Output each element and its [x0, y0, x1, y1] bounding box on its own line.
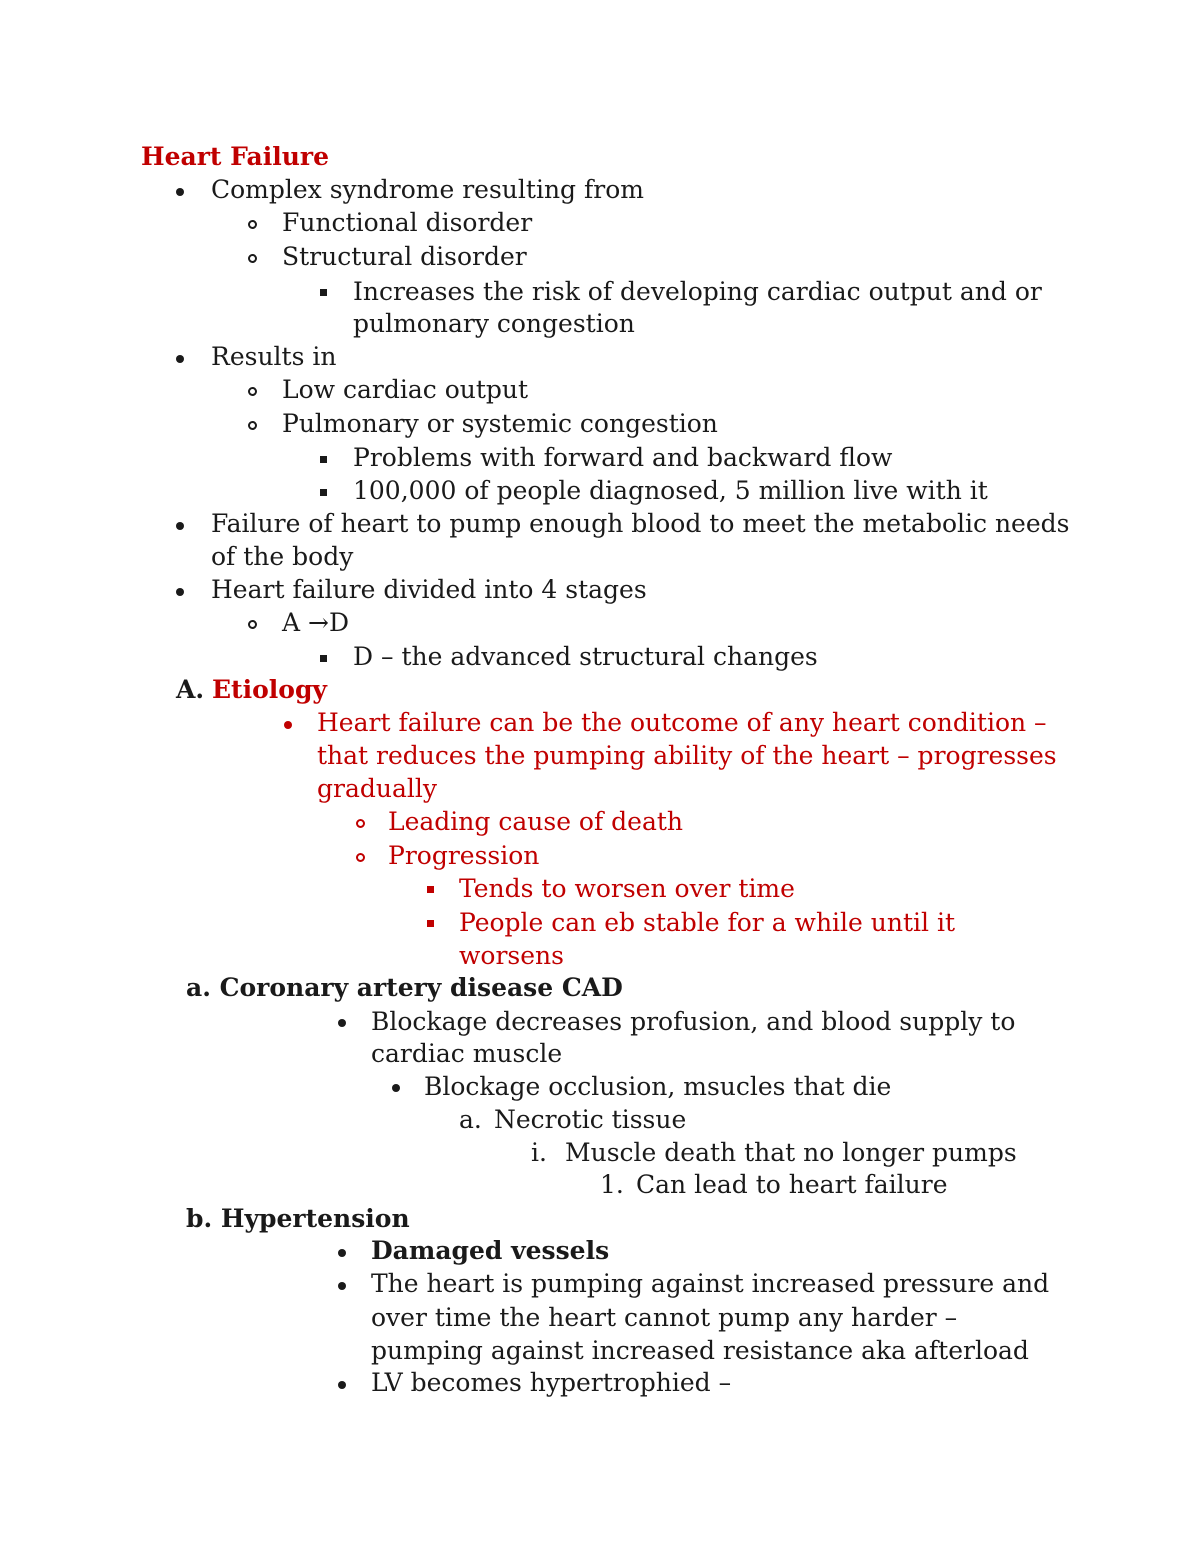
- list-marker: a.: [459, 1105, 482, 1134]
- list-item: Failure of heart to pump enough blood to meet the metabolic needs: [211, 509, 1070, 538]
- list-item: Leading cause of death: [388, 807, 684, 836]
- list-item: Low cardiac output: [282, 375, 529, 404]
- bullet-circle-icon: [248, 220, 257, 229]
- section-marker: A.: [176, 675, 205, 704]
- bullet-circle-icon: [248, 254, 257, 263]
- list-item: Progression: [388, 841, 540, 870]
- bullet-circle-icon: [248, 421, 257, 430]
- subsection-heading: b. Hypertension: [186, 1204, 410, 1233]
- list-item: Structural disorder: [282, 242, 527, 271]
- list-item: A →D: [282, 608, 349, 637]
- bullet-square-icon: [320, 456, 327, 463]
- section-heading: Etiology: [212, 675, 327, 704]
- bullet-circle-icon: [248, 620, 257, 629]
- bullet-dot-icon: [176, 588, 184, 596]
- bullet-dot-icon: [338, 1381, 346, 1389]
- list-item: Necrotic tissue: [494, 1105, 687, 1134]
- list-item: Increases the risk of developing cardiac output and or: [353, 277, 1042, 306]
- list-marker: 1.: [600, 1170, 624, 1199]
- bullet-square-icon: [320, 655, 327, 662]
- bullet-dot-icon: [176, 522, 184, 530]
- list-item-continuation: worsens: [459, 941, 564, 970]
- list-item: 100,000 of people diagnosed, 5 million live with it: [353, 476, 988, 505]
- list-item: The heart is pumping against increased pressure and: [371, 1269, 1050, 1298]
- list-item: D – the advanced structural changes: [353, 642, 818, 671]
- list-item: Functional disorder: [282, 208, 533, 237]
- list-item: Damaged vessels: [371, 1236, 610, 1265]
- list-item: Results in: [211, 342, 337, 371]
- list-marker: i.: [531, 1138, 547, 1167]
- list-item-continuation: of the body: [211, 542, 354, 571]
- bullet-square-icon: [427, 886, 434, 893]
- list-item-continuation: pulmonary congestion: [353, 309, 635, 338]
- bullet-dot-icon: [284, 721, 292, 729]
- list-item: Muscle death that no longer pumps: [565, 1138, 1017, 1167]
- bullet-dot-icon: [338, 1249, 346, 1257]
- bullet-dot-icon: [176, 188, 184, 196]
- list-item-continuation: that reduces the pumping ability of the heart – progresses: [317, 741, 1057, 770]
- list-item: Heart failure can be the outcome of any heart condition –: [317, 708, 1047, 737]
- list-item: Heart failure divided into 4 stages: [211, 575, 647, 604]
- bullet-dot-icon: [338, 1019, 346, 1027]
- bullet-circle-icon: [356, 853, 365, 862]
- list-item-continuation: gradually: [317, 774, 437, 803]
- bullet-square-icon: [320, 289, 327, 296]
- subsection-heading: a. Coronary artery disease CAD: [186, 973, 623, 1002]
- bullet-dot-icon: [338, 1282, 346, 1290]
- list-item-continuation: pumping against increased resistance aka afterload: [371, 1336, 1029, 1365]
- list-item: Tends to worsen over time: [459, 874, 795, 903]
- bullet-square-icon: [320, 489, 327, 496]
- list-item: Blockage decreases profusion, and blood supply to: [371, 1007, 1016, 1036]
- list-item: People can eb stable for a while until it: [459, 908, 956, 937]
- bullet-dot-icon: [392, 1084, 400, 1092]
- page-title: Heart Failure: [141, 142, 329, 171]
- list-item: Pulmonary or systemic congestion: [282, 409, 718, 438]
- bullet-dot-icon: [176, 355, 184, 363]
- list-item: Complex syndrome resulting from: [211, 175, 644, 204]
- list-item: LV becomes hypertrophied –: [371, 1368, 732, 1397]
- list-item-continuation: cardiac muscle: [371, 1039, 563, 1068]
- bullet-circle-icon: [356, 819, 365, 828]
- list-item: Can lead to heart failure: [636, 1170, 948, 1199]
- list-item: Problems with forward and backward flow: [353, 443, 893, 472]
- list-item: Blockage occlusion, msucles that die: [424, 1072, 892, 1101]
- bullet-square-icon: [427, 920, 434, 927]
- list-item-continuation: over time the heart cannot pump any harder –: [371, 1303, 958, 1332]
- bullet-circle-icon: [248, 387, 257, 396]
